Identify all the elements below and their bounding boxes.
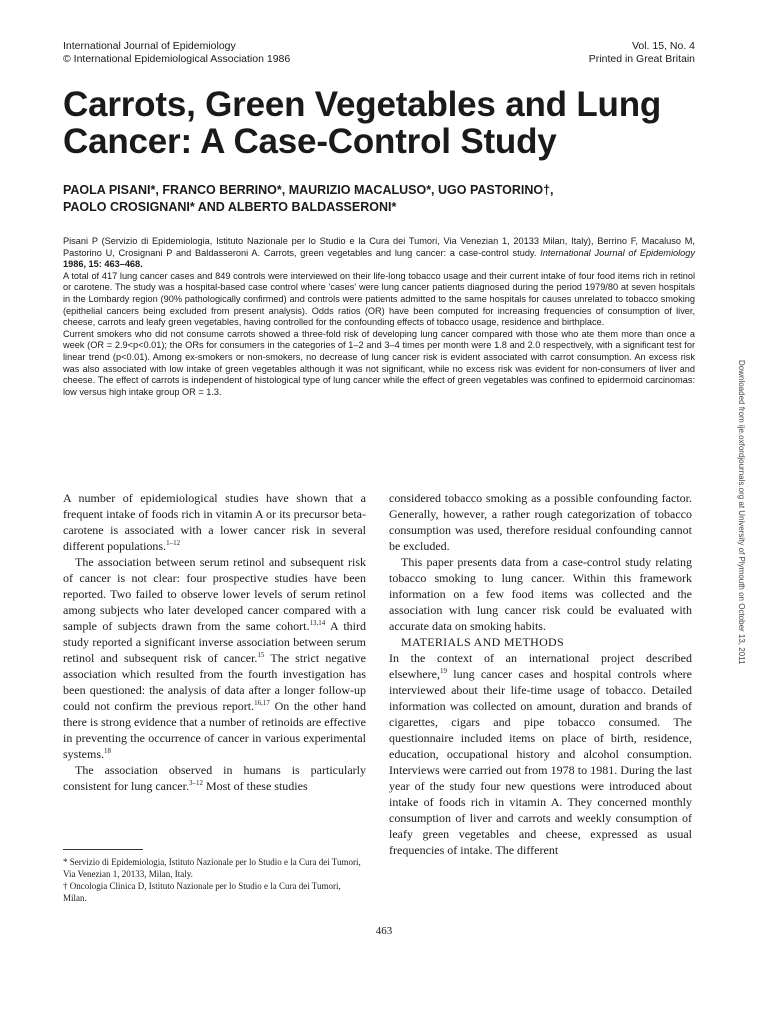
volume-info: Vol. 15, No. 4 (631, 40, 695, 52)
intro-paragraph-4: considered tobacco smoking as a possible confounding factor. Generally, however, a rather rough categorization of tobacco consumption was used, therefore residual confounding cannot be excluded. (389, 491, 692, 553)
intro-paragraph-1 (63, 490, 366, 554)
ref-superscript: 13,14 (309, 619, 326, 627)
abstract-citation (63, 236, 695, 271)
printed-info: Printed in Great Britain (588, 53, 695, 65)
body-column-right (389, 490, 692, 858)
citation-volume: 1986, 15: 463–468. (63, 259, 143, 270)
author-list (63, 182, 703, 216)
ref-superscript: 1–12 (166, 539, 181, 547)
ref-superscript: 18 (104, 747, 112, 755)
ref-superscript: 19 (439, 667, 447, 675)
methods-p1-text-b: lung cancer cases and hospital controls where interviewed about their life-time usage of tobacco. Detailed information was collected on amount, duration and brands of cigarettes, cigars and pipe tobacco consumed. The questionnaire included items on place of birth, residence, education, occupational history and alcohol consumption. Interviews were carried out from 1978 to 1981. During the last year of the study four new questions were introduced about intake of foods rich in vitamin A. They concerned monthly consumption of liver and carrots and weekly consumption of leafy green vegetables and cheese, expressed as usual frequencies of intake. The different (389, 667, 692, 857)
methods-paragraph-1 (389, 650, 692, 858)
issue-header (589, 40, 695, 66)
journal-copyright: © International Epidemiological Association 1986 (63, 53, 291, 65)
journal-header (63, 40, 290, 66)
ref-superscript: 16,17 (254, 699, 270, 707)
intro-paragraph-5: This paper presents data from a case-control study relating tobacco smoking to lung cancer. Within this framework information on a few food items was collected and the association with lung cancer risk could be evaluated with accurate data on smoking habits. (389, 555, 692, 633)
ref-superscript: 3–12 (188, 779, 203, 787)
citation-text: Pisani P (Servizio di Epidemiologia, Istituto Nazionale per lo Studio e la Cura dei Tumori, Via Venezian 1, 20133 Milan, Italy), Berrino F, Macaluso M, Pastorino U, Crosignani P and Baldasseroni A. Carrots, green vegetables and lung cancer: a case-control study. (63, 236, 695, 258)
methods-p1-text-a: In the context of an international project described elsewhere, (389, 651, 692, 681)
footnotes (63, 856, 366, 904)
page-number: 463 (375, 925, 393, 937)
author-line1: PAOLA PISANI*, FRANCO BERRINO*, MAURIZIO MACALUSO*, UGO PASTORINO†, (63, 183, 554, 197)
abstract (63, 236, 695, 398)
intro-p1-text: A number of epidemiological studies have shown that a frequent intake of foods rich in vitamin A or its precursor beta-carotene is associated with a lower cancer risk in several different populations. (63, 491, 366, 553)
intro-p2-text-a: The association between serum retinol and subsequent risk of cancer is not clear: four prospective studies have been reported. Two failed to observe lower levels of serum retinol among subjects who later developed cancer compared with a sample of subjects drawn from the same cohort. (63, 555, 366, 633)
abstract-paragraph-2: Current smokers who did not consume carrots showed a three-fold risk of developing lung cancer compared with those who ate them more than once a week (OR = 2.9<p<0.01); the ORs for consumers in the categories of 1–2 and 3–4 times per month were 1.8 and 2.0 respectively, with a significant test for linear trend (p<0.01). Among ex-smokers or non-smokers, no decrease of lung cancer risk is evident associated with carrot consumption. An excess risk was also associated with low intake of green vegetables although it was not significant, while no excess risk was evident for non-consumers of liver and cheese. The effect of carrots is independent of histological type of lung cancer while the effect of green vegetables was confined to epidermoid carcinomas: low versus high intake group OR = 1.3. (63, 328, 695, 397)
footnote-2: † Oncologia Clinica D, Istituto Nazionale per lo Studio e la Cura dei Tumori, Milan. (63, 881, 341, 903)
intro-p2-text-d: On the other hand there is strong evidence that a number of retinoids are effective in preventing the occurrence of cancer in various experimental systems. (63, 699, 367, 761)
article-title-line1: Carrots, Green Vegetables and Lung (63, 85, 662, 124)
citation-journal: International Journal of Epidemiology (540, 247, 695, 258)
download-notice-text: Downloaded from ije.oxfordjournals.org at University of Plymouth on October 13, 2011 (737, 360, 746, 665)
intro-p2-text-c: The strict negative association which resulted from the fourth investigation has been questioned: the analysis of data after a longer follow-up could not confirm the previous report. (63, 651, 366, 713)
footnote-divider (63, 849, 143, 850)
intro-p3-text-b: Most of these studies (202, 779, 308, 793)
download-notice (736, 360, 747, 665)
article-title (63, 86, 703, 160)
ref-superscript: 15 (257, 651, 265, 659)
article-title-line2: Cancer: A Case-Control Study (63, 122, 557, 161)
intro-p3-text-a: The association observed in humans is particularly consistent for lung cancer. (63, 763, 366, 793)
journal-name: International Journal of Epidemiology (63, 40, 236, 52)
footnote-1: * Servizio di Epidemiologia, Istituto Nazionale per lo Studio e la Cura dei Tumori, Via Venezian 1, 20133, Milan, Italy. (63, 857, 361, 879)
section-heading-methods: MATERIALS AND METHODS (401, 635, 564, 649)
intro-p2-text-b: A third study reported a significant inverse association between serum retinol and subsequent risk of cancer. (63, 619, 366, 665)
abstract-paragraph-1: A total of 417 lung cancer cases and 849 controls were interviewed on their life-long tobacco usage and their current intake of four food items rich in retinol or carotene. The study was a hospital-based case control where 'cases' were lung cancer patients diagnosed during the period 1979/80 at seven hospitals in the Lombardy region (90% pathologically confirmed) and controls were patients admitted to the same hospitals for causes unrelated to tobacco smoking (epithelial cancers being excluded from present analysis). Odds ratios (OR) have been computed for increasing frequencies of consumption of liver, cheese, carrots and leafy green vegetables, having controlled for the confounding effects of tobacco usage, residence and birthplace. (63, 270, 695, 328)
author-line2: PAOLO CROSIGNANI* AND ALBERTO BALDASSERONI* (63, 200, 397, 214)
intro-paragraph-3 (63, 762, 366, 794)
body-column-left (63, 490, 366, 794)
intro-paragraph-2 (63, 554, 366, 762)
